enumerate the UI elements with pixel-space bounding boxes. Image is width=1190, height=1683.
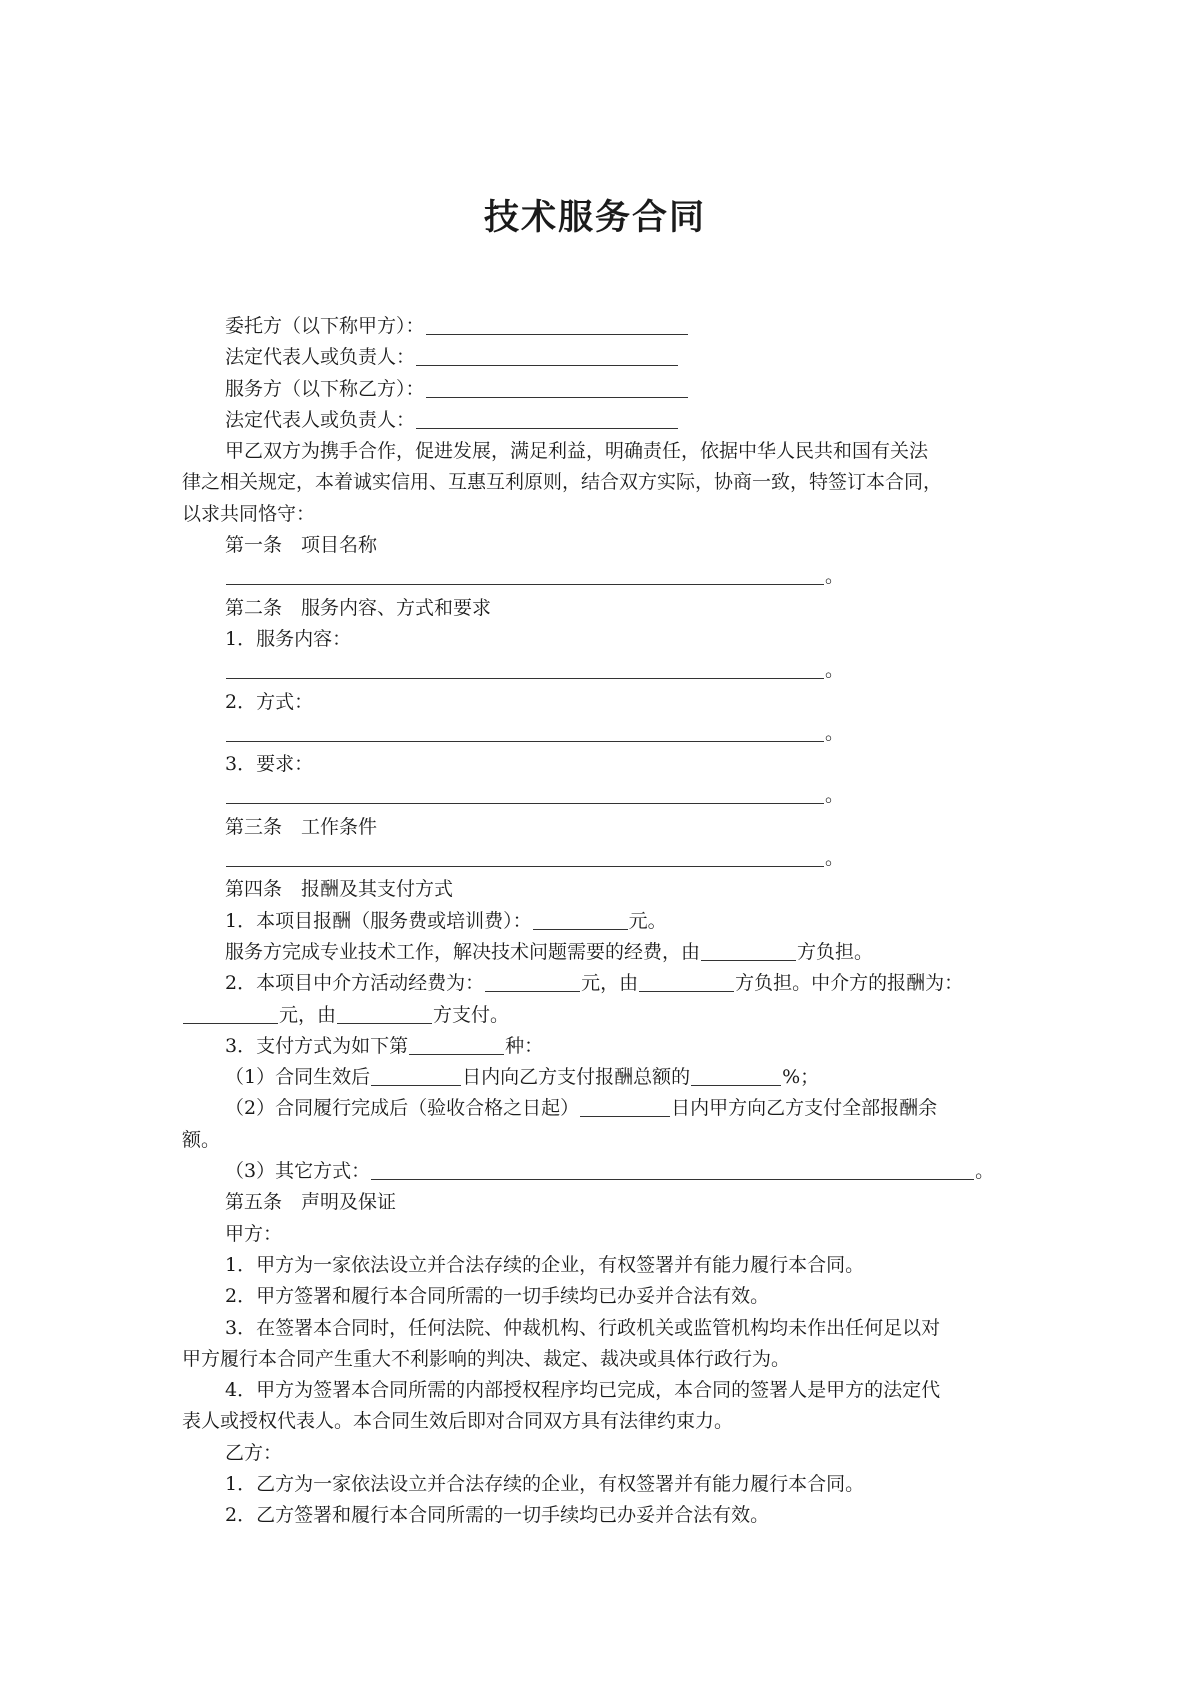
option-1-percent-blank	[691, 1085, 781, 1086]
option-2-days-blank	[580, 1116, 670, 1117]
article-2-2-blank-line	[182, 718, 1017, 749]
party-a-line	[182, 311, 1017, 342]
party-b-blank	[426, 397, 688, 398]
article-4-2	[182, 968, 1017, 999]
article-4-1-cost	[182, 937, 1017, 968]
agent-pay-payer-blank	[337, 1023, 432, 1024]
period: 。	[825, 721, 845, 744]
period: 。	[825, 565, 845, 588]
article-2-1-blank-line	[182, 655, 1017, 686]
article-2-2: 2．方式：	[225, 690, 314, 713]
party-a-label-heading: 甲方：	[225, 1222, 283, 1245]
article-1-blank-line	[182, 561, 1017, 592]
method-blank	[226, 741, 824, 742]
option-3-label: （3）其它方式：	[225, 1160, 371, 1183]
option-1-label: （1）合同生效后	[225, 1066, 371, 1089]
fee-blank	[533, 929, 628, 930]
period: 。	[825, 659, 845, 682]
agent-fee-bearer-blank	[639, 991, 734, 992]
party-b-label: 服务方（以下称乙方）：	[225, 377, 425, 400]
option-2-label: （2）合同履行完成后（验收合格之日起）	[225, 1097, 580, 1120]
article-1-heading: 第一条 项目名称	[225, 534, 378, 557]
option-3-blank	[371, 1179, 974, 1180]
article-3-blank-line	[182, 843, 1017, 874]
rep-a-label: 法定代表人或负责人：	[225, 346, 416, 369]
preamble-line-1: 甲乙双方为携手合作，促进发展，满足利益，明确责任，依据中华人民共和国有关法	[225, 440, 929, 463]
period: 。	[825, 784, 845, 807]
rep-b-label: 法定代表人或负责人：	[225, 408, 416, 431]
kind-label: 种：	[505, 1034, 544, 1057]
rep-a-blank	[416, 365, 678, 366]
article-2-3-blank-line	[182, 780, 1017, 811]
payment-option-2	[182, 1093, 1017, 1124]
agent-pay-blank	[183, 1023, 278, 1024]
pay-method-blank	[409, 1054, 504, 1055]
article-4-1	[182, 906, 1017, 937]
party-a-label: 委托方（以下称甲方）：	[225, 315, 425, 337]
service-content-blank	[226, 678, 824, 679]
contract-body	[182, 311, 1017, 1532]
pay-label: 方支付。	[433, 1003, 510, 1026]
article-2-heading: 第二条 服务内容、方式和要求	[225, 596, 492, 619]
option-2-mid-label: 日内甲方向乙方支付全部报酬余	[671, 1097, 938, 1120]
payment-option-2-cont: 额。	[182, 1128, 221, 1151]
party-b-warranty-2: 2．乙方签署和履行本合同所需的一切手续均已办妥并合法有效。	[225, 1504, 770, 1527]
article-3-heading: 第三条 工作条件	[225, 815, 378, 838]
period: 。	[825, 847, 845, 870]
article-2-3: 3．要求：	[225, 753, 314, 776]
fee-label: 1．本项目报酬（服务费或培训费）：	[225, 909, 532, 932]
party-a-warranty-3-line-2: 甲方履行本合同产生重大不利影响的判决、裁定、裁决或具体行政行为。	[182, 1347, 791, 1370]
preamble-line-2: 律之相关规定，本着诚实信用、互惠互利原则，结合双方实际，协商一致，特签订本合同，	[182, 471, 943, 494]
agent-fee-by-label: 元，由	[581, 972, 639, 995]
party-a-warranty-2: 2．甲方签署和履行本合同所需的一切手续均已办妥并合法有效。	[225, 1285, 770, 1308]
agent-pay-label: 方负担。中介方的报酬为：	[735, 972, 964, 995]
rep-b-line	[182, 405, 1017, 436]
article-4-3	[182, 1031, 1017, 1062]
yuan-label: 元。	[628, 909, 667, 932]
work-conditions-blank	[226, 866, 824, 867]
option-1-days-blank	[371, 1085, 461, 1086]
party-a-blank	[426, 334, 688, 335]
bear-label: 方负担。	[797, 940, 874, 963]
project-name-blank	[226, 584, 824, 585]
party-b-label-heading: 乙方：	[225, 1441, 283, 1464]
party-a-warranty-4-line-1: 4．甲方为签署本合同所需的内部授权程序均已完成，本合同的签署人是甲方的法定代	[225, 1379, 941, 1402]
party-a-warranty-4-line-2: 表人或授权代表人。本合同生效后即对合同双方具有法律约束力。	[182, 1410, 734, 1433]
article-2-1: 1．服务内容：	[225, 627, 352, 650]
period: 。	[975, 1160, 995, 1183]
payment-option-1	[182, 1062, 1017, 1093]
rep-b-blank	[416, 428, 678, 429]
percent-label: %；	[782, 1066, 820, 1089]
agent-fee-label: 2．本项目中介方活动经费为：	[225, 972, 485, 995]
agent-fee-blank	[485, 991, 580, 992]
party-a-warranty-3-line-1: 3．在签署本合同时，任何法院、仲裁机构、行政机关或监管机构均未作出任何足以对	[225, 1316, 941, 1339]
requirements-blank	[226, 803, 824, 804]
article-4-heading: 第四条 报酬及其支付方式	[225, 878, 454, 901]
preamble-line-3: 以求共同恪守：	[182, 502, 316, 525]
party-a-warranty-1: 1．甲方为一家依法设立并合法存续的企业，有权签署并有能力履行本合同。	[225, 1253, 865, 1276]
page-title: 技术服务合同	[483, 198, 706, 238]
cost-label: 服务方完成专业技术工作，解决技术问题需要的经费，由	[225, 940, 701, 963]
rep-a-line	[182, 342, 1017, 373]
party-b-warranty-1: 1．乙方为一家依法设立并合法存续的企业，有权签署并有能力履行本合同。	[225, 1472, 865, 1495]
option-1-mid-label: 日内向乙方支付报酬总额的	[462, 1066, 691, 1089]
payment-option-3	[182, 1156, 1017, 1187]
cost-bearer-blank	[701, 960, 796, 961]
pay-method-label: 3．支付方式为如下第	[225, 1034, 409, 1057]
agent-pay-by-label: 元，由	[279, 1003, 337, 1026]
article-4-2-cont	[182, 1000, 1017, 1031]
article-5-heading: 第五条 声明及保证	[225, 1191, 397, 1214]
party-b-line	[182, 374, 1017, 405]
